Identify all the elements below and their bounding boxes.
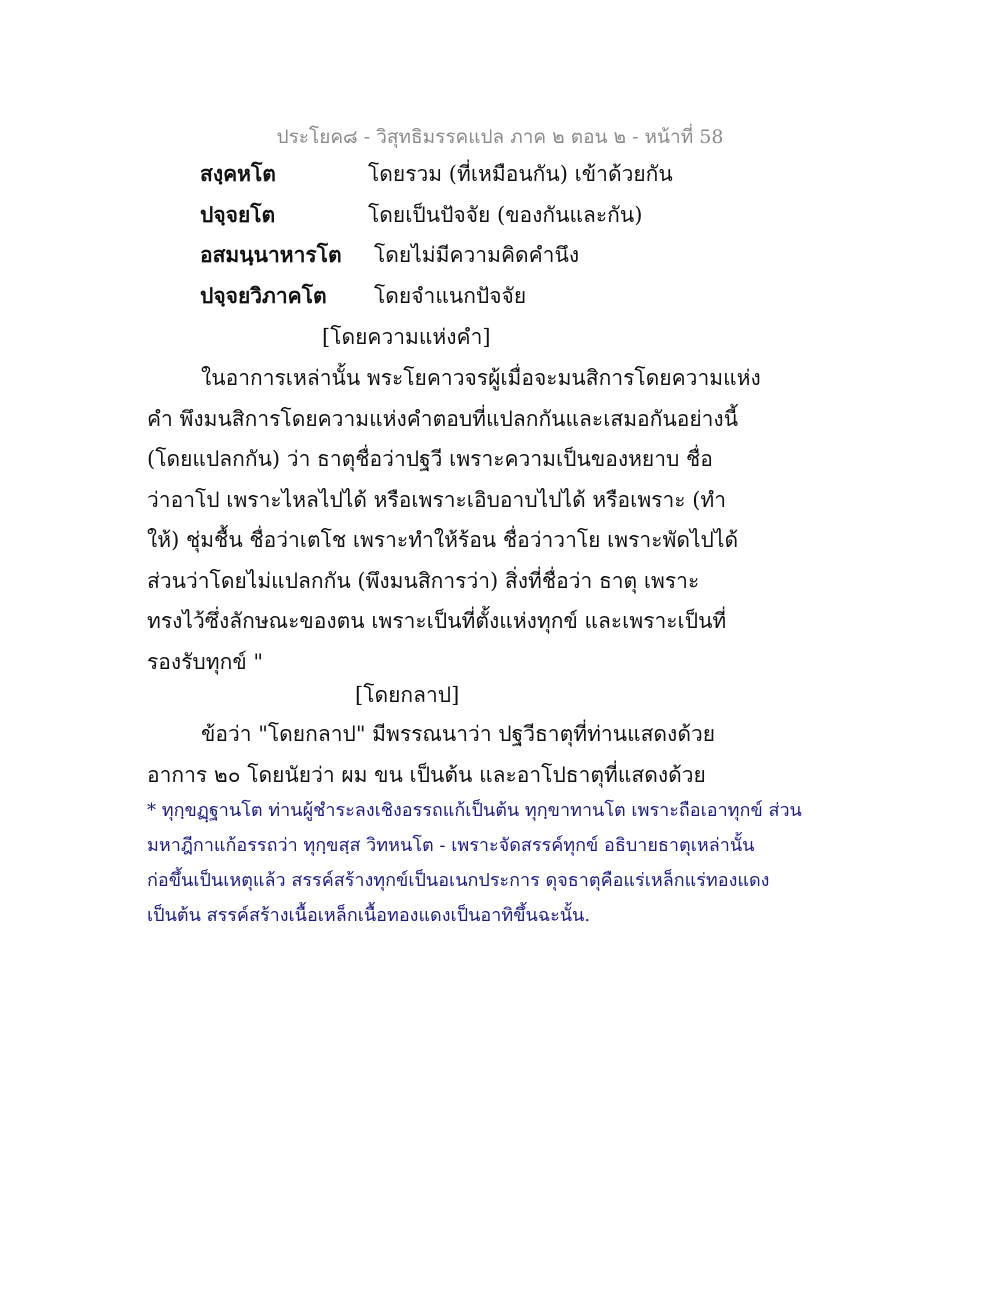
- section-heading-text: [โดยความแห่งคำ]: [322, 325, 491, 349]
- section-heading-text: [โดยกลาป]: [355, 683, 460, 707]
- footnote-line: มหาฎีกาแก้อรรถว่า ทุกฺขสฺส วิทหนโต - เพราะจัดสรรค์ทุกข์ อธิบายธาตุเหล่านั้น: [147, 835, 755, 856]
- paragraph-line: อาการ ๒๐ โดยนัยว่า ผม ขน เป็นต้น และอาโปธาตุที่แสดงด้วย: [147, 762, 706, 787]
- term-pali: ปจฺจยโต: [200, 201, 276, 227]
- term-pali: อสมนฺนาหารโต: [200, 242, 342, 267]
- footnote: [147, 798, 802, 938]
- paragraph-kalapa: [147, 718, 716, 799]
- footnote-line: เป็นต้น สรรค์สร้างเนื้อเหล็กเนื้อทองแดงเป็นอาทิขึ้นฉะนั้น.: [147, 905, 591, 926]
- term-definition: โดยเป็นปัจจัย (ของกันและกัน): [368, 202, 643, 227]
- paragraph-line: ข้อว่า "โดยกลาป" มีพรรณนาว่า ปฐวีธาตุที่ท่านแสดงด้วย: [201, 722, 716, 746]
- paragraph-line: (โดยแปลกกัน) ว่า ธาตุชื่อว่าปฐวี เพราะความเป็นของหยาบ ชื่อ: [147, 447, 713, 471]
- term-definition: โดยจำแนกปัจจัย: [374, 283, 527, 308]
- paragraph-line: ให้) ชุ่มชื้น ชื่อว่าเตโช เพราะทำให้ร้อน ชื่อว่าวาโย เพราะพัดไปได้: [147, 528, 739, 552]
- paragraph-line: ว่าอาโป เพราะไหลไปได้ หรือเพราะเอิบอาบไปได้ หรือเพราะ (ทำ: [147, 487, 727, 512]
- paragraph-line: ทรงไว้ซึ่งลักษณะของตน เพราะเป็นที่ตั้งแห่งทุกข์ และเพราะเป็นที่: [147, 609, 727, 633]
- paragraph-line: คำ พึงมนสิการโดยความแห่งคำตอบที่แปลกกันและเสมอกันอย่างนี้: [147, 406, 739, 431]
- paragraph-line: ในอาการเหล่านั้น พระโยคาวจรผู้เมื่อจะมนสิการโดยความแห่ง: [201, 366, 761, 390]
- page-header: ประโยค๘ - วิสุทธิมรรคแปล ภาค ๒ ตอน ๒ - หน้าที่ 58: [276, 126, 724, 148]
- paragraph-line: รองรับทุกข์ ": [147, 649, 264, 674]
- footnote-line: ก่อขึ้นเป็นเหตุแล้ว สรรค์สร้างทุกข์เป็นอเนกประการ ดุจธาตุคือแร่เหล็กแร่ทองแดง: [147, 870, 770, 891]
- term-pali: สงฺคหโต: [200, 161, 276, 186]
- footnote-line: * ทุกฺขฏฺฐานโต ท่านผู้ชำระลงเชิงอรรถแก้เป็นต้น ทุกฺขาทานโต เพราะถือเอาทุกข์ ส่วน: [147, 800, 802, 821]
- paragraph-line: ส่วนว่าโดยไม่แปลกกัน (พึงมนสิการว่า) สิ่งที่ชื่อว่า ธาตุ เพราะ: [147, 568, 700, 593]
- paragraph-word-meaning: [147, 362, 761, 686]
- term-definition: โดยรวม (ที่เหมือนกัน) เข้าด้วยกัน: [368, 162, 673, 186]
- term-pali: ปจฺจยวิภาคโต: [200, 282, 327, 308]
- term-definition: โดยไม่มีความคิดคำนึง: [374, 243, 580, 267]
